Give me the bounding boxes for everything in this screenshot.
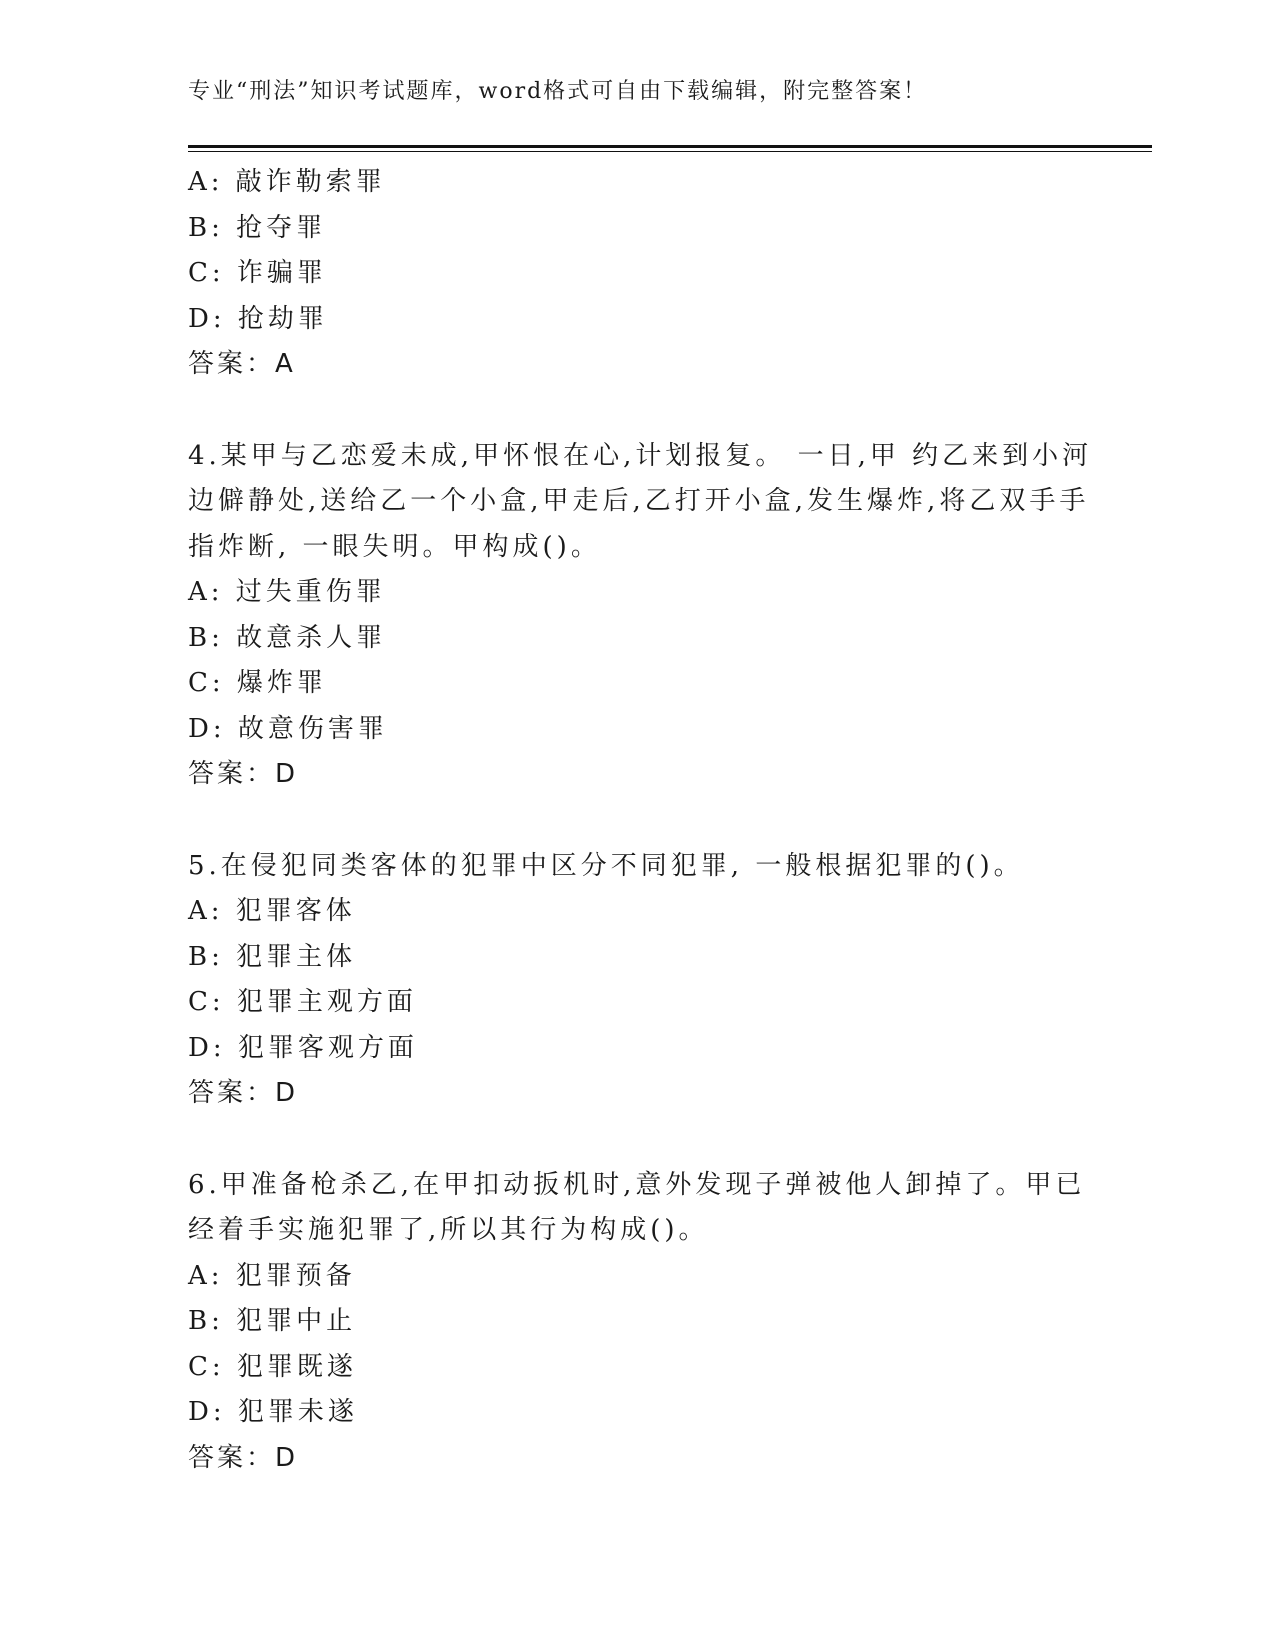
q4-option-b: B: 故意杀人罪	[188, 622, 387, 653]
q3-option-c: C: 诈骗罪	[188, 258, 327, 288]
question-5-block	[188, 844, 1088, 1117]
question-4-block	[188, 434, 1093, 798]
question-3-block	[188, 160, 1088, 388]
q4-stem-line-3: 指炸断, 一眼失明。甲构成()。	[188, 531, 601, 562]
q3-answer: 答案：A	[188, 349, 296, 379]
q4-option-a: A: 过失重伤罪	[188, 577, 386, 607]
q5-option-b: B: 犯罪主体	[188, 941, 357, 972]
q6-option-c: C: 犯罪既遂	[188, 1351, 357, 1382]
q5-option-d: D: 犯罪客观方面	[188, 1032, 418, 1063]
q6-answer: 答案：D	[188, 1442, 299, 1473]
q5-option-a: A: 犯罪客体	[188, 896, 356, 926]
q6-option-a: A: 犯罪预备	[188, 1260, 356, 1291]
document-body	[188, 160, 1093, 1481]
q3-option-d: D: 抢劫罪	[188, 303, 328, 334]
spacer	[188, 798, 1088, 844]
q5-stem-line-1: 5.在侵犯同类客体的犯罪中区分不同犯罪, 一般根据犯罪的()。	[188, 850, 1024, 881]
q4-stem-line-2: 边僻静处,送给乙一个小盒,甲走后,乙打开小盒,发生爆炸,将乙双手手	[188, 486, 1090, 516]
q6-stem-line-2: 经着手实施犯罪了,所以其行为构成()。	[188, 1215, 709, 1245]
q4-answer: 答案：D	[188, 759, 299, 789]
q3-option-b: B: 抢夺罪	[188, 212, 327, 243]
header-rule-thin	[188, 151, 1152, 152]
header-rule-thick	[188, 145, 1152, 148]
spacer	[188, 388, 1088, 434]
q6-stem-line-1: 6.甲准备枪杀乙,在甲扣动扳机时,意外发现子弹被他人卸掉了。甲已	[188, 1169, 1086, 1200]
q6-option-d: D: 犯罪未遂	[188, 1397, 358, 1427]
q3-option-a: A: 敲诈勒索罪	[188, 167, 386, 197]
q6-option-b: B: 犯罪中止	[188, 1306, 357, 1336]
q4-stem-line-1: 4.某甲与乙恋爱未成,甲怀恨在心,计划报复。 一日,甲 约乙来到小河	[188, 440, 1093, 471]
question-6-block	[188, 1163, 1088, 1482]
q5-option-c: C: 犯罪主观方面	[188, 987, 417, 1017]
page-header: 专业“刑法”知识考试题库，word格式可自由下载编辑，附完整答案！	[188, 79, 928, 104]
spacer	[188, 1117, 1088, 1163]
q4-option-c: C: 爆炸罪	[188, 668, 327, 698]
q4-option-d: D: 故意伤害罪	[188, 713, 388, 744]
q5-answer: 答案：D	[188, 1078, 299, 1108]
